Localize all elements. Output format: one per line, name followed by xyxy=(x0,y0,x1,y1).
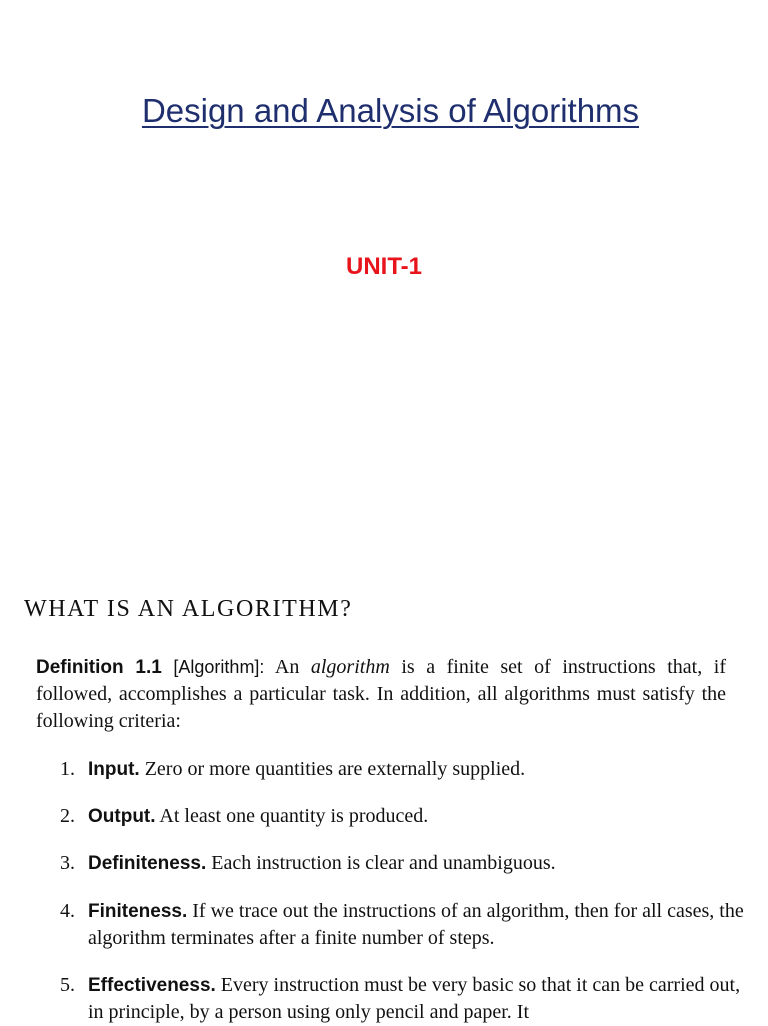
definition-emphasis: algorithm xyxy=(310,656,390,678)
criteria-text: Zero or more quantities are externally supplied. xyxy=(139,758,526,780)
definition-text-after: is a finite set of instructions that, if followed, accomplishes a particular task. In addition, all algorithms must satisfy the following criteria: xyxy=(36,656,727,732)
criteria-text: At least one quantity is produced. xyxy=(155,805,429,827)
criteria-item-finiteness xyxy=(60,898,754,952)
definition-label: Definition 1.1 xyxy=(36,657,162,678)
definition-text-before: An xyxy=(264,656,311,678)
criteria-text: Every instruction must be very basic so that it can be carried out, in principle, by a person using only pencil and paper. It xyxy=(88,974,741,1023)
definition-paragraph xyxy=(36,654,726,735)
criteria-item-effectiveness xyxy=(60,972,754,1026)
criteria-number: 4. xyxy=(60,900,75,922)
criteria-number: 1. xyxy=(60,758,75,780)
criteria-text: Each instruction is clear and unambiguous. xyxy=(206,852,556,874)
criteria-text: If we trace out the instructions of an algorithm, then for all cases, the algorithm terminates after a finite number of steps. xyxy=(88,900,744,949)
slide-title: Design and Analysis of Algorithms xyxy=(141,92,640,129)
criteria-term: Input. xyxy=(88,759,140,780)
unit-label: UNIT-1 xyxy=(345,253,422,280)
criteria-item-definiteness xyxy=(60,850,754,877)
criteria-term: Effectiveness. xyxy=(88,975,216,996)
criteria-term: Output. xyxy=(88,806,156,827)
criteria-number: 2. xyxy=(60,805,75,827)
criteria-number: 5. xyxy=(60,974,75,996)
criteria-item-input xyxy=(60,756,754,783)
criteria-term: Finiteness. xyxy=(88,901,188,922)
criteria-item-output xyxy=(60,803,754,830)
criteria-number: 3. xyxy=(60,852,75,874)
section-heading: WHAT IS AN ALGORITHM? xyxy=(24,596,353,622)
criteria-term: Definiteness. xyxy=(88,853,207,874)
definition-bracket: [Algorithm]: xyxy=(173,657,265,677)
